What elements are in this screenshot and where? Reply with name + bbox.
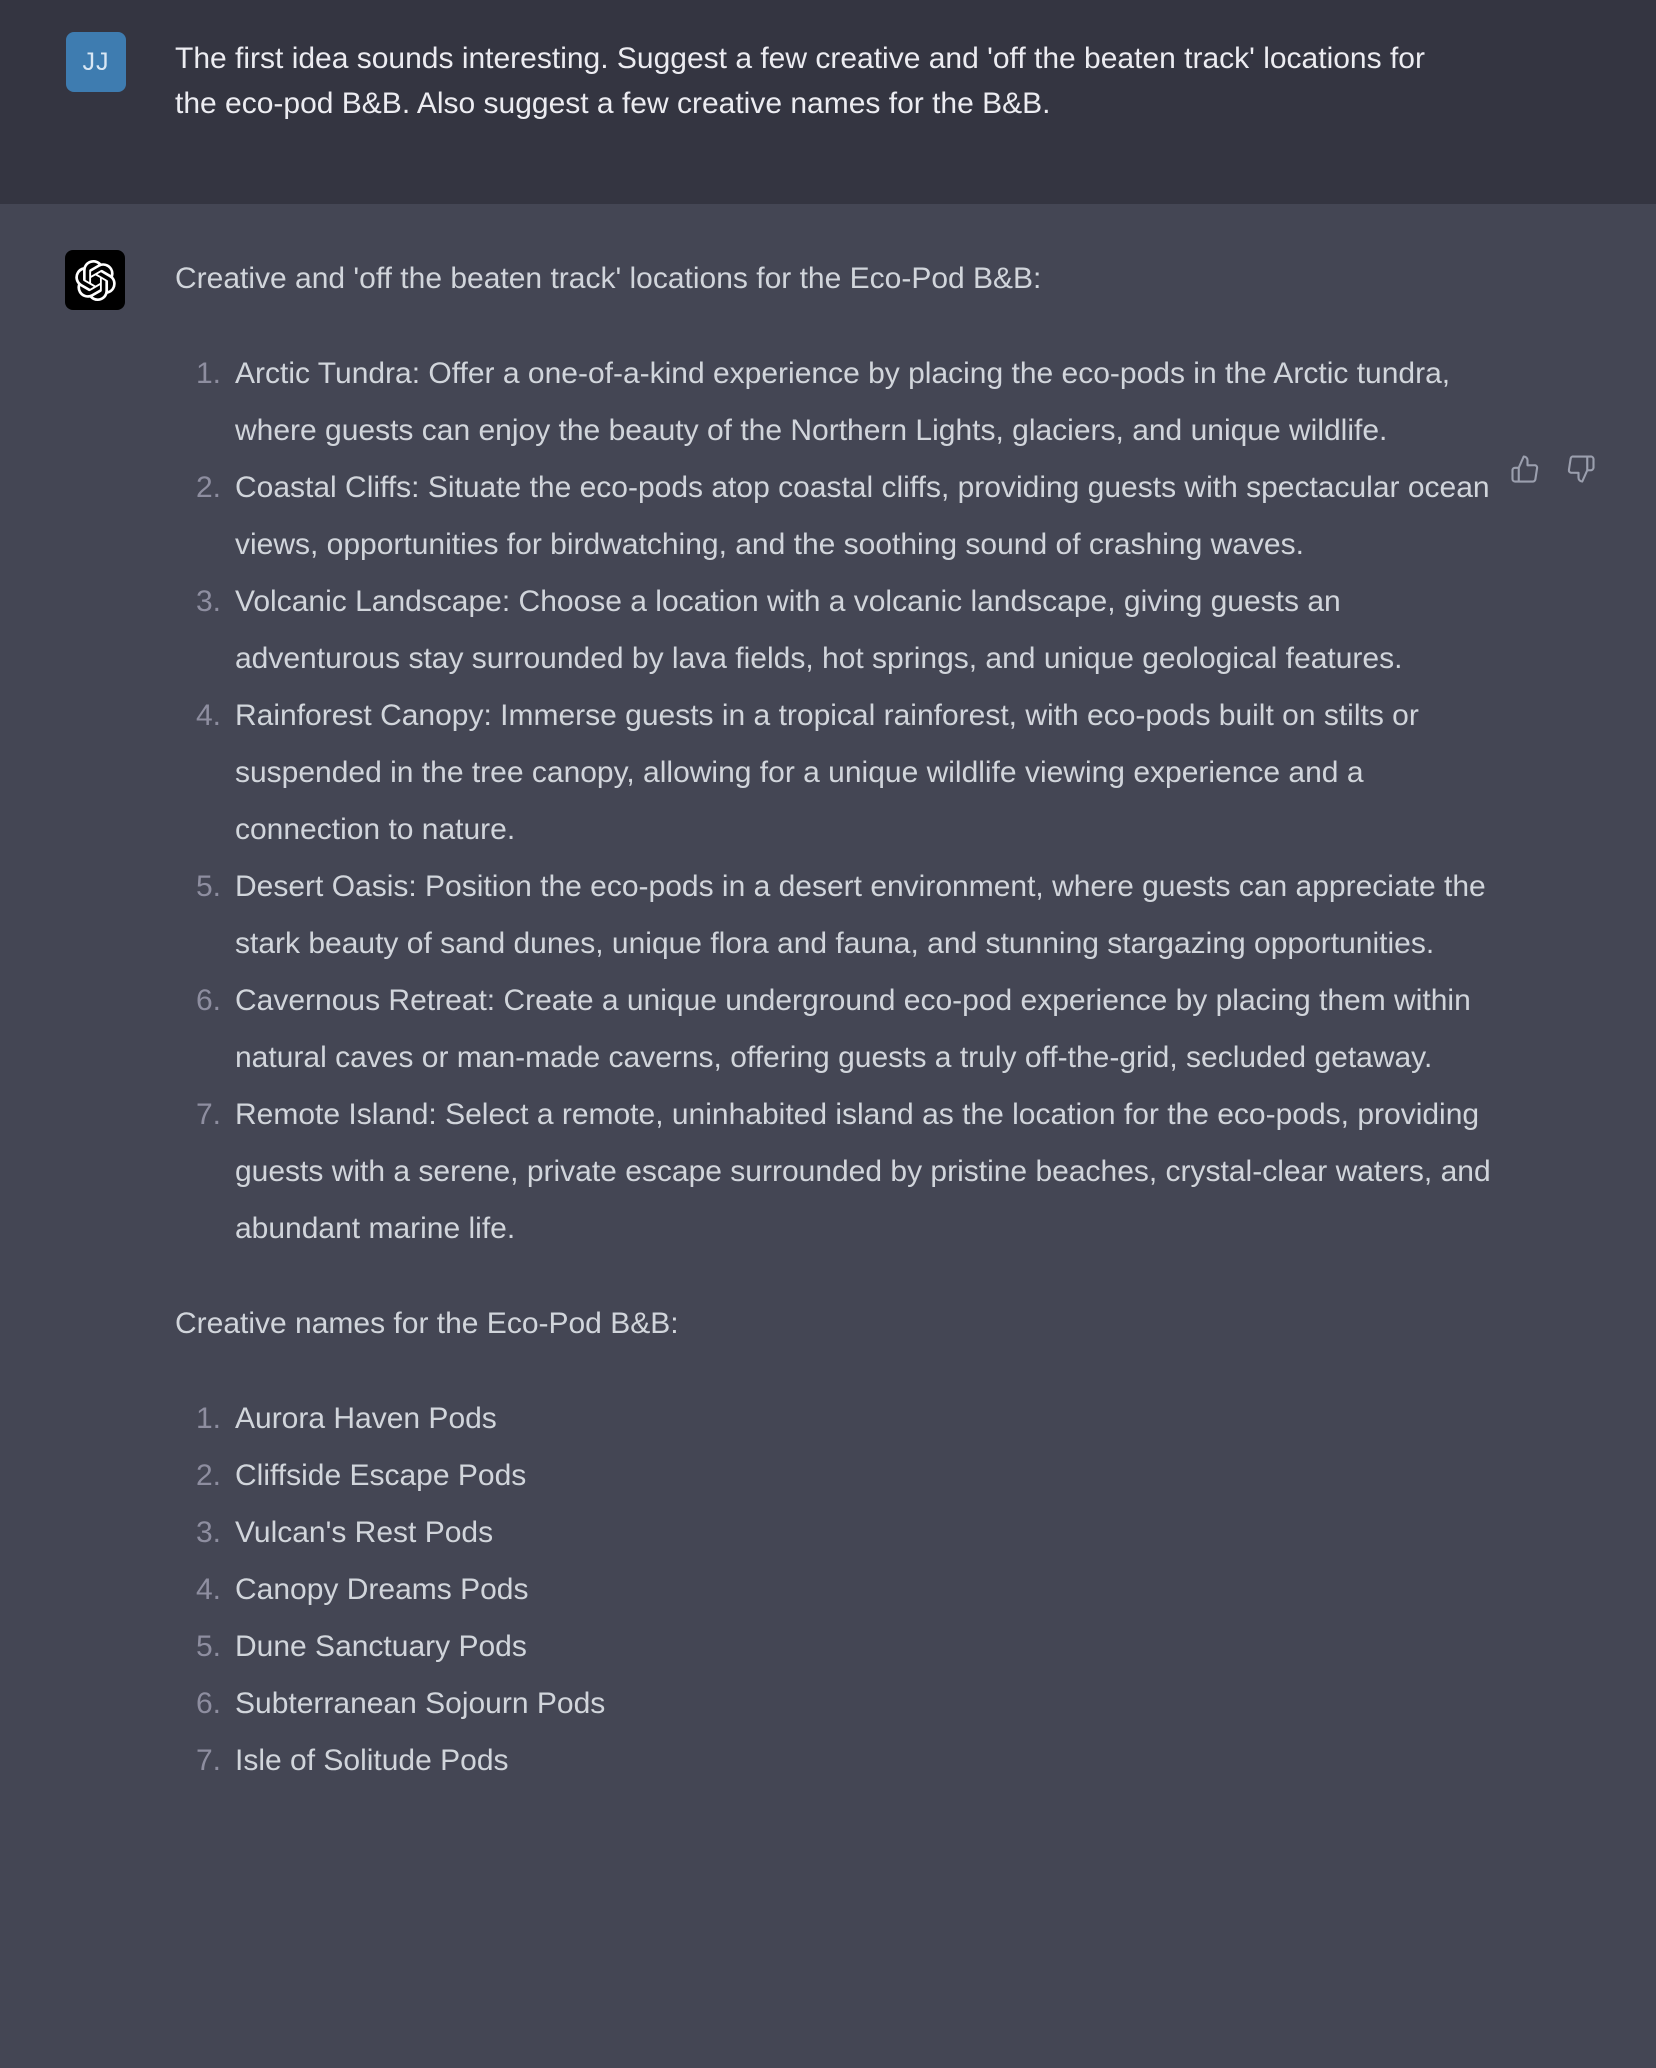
user-message-text: The first idea sounds interesting. Suggest a few creative and 'off the beaten track' locations for the eco-pod B&B. Also suggest a few creative names for the B&B. [175,42,1425,120]
user-avatar [66,32,126,92]
list-item-text: Isle of Solitude Pods [235,1744,509,1777]
list-item [175,1732,1497,1789]
list-item-text: Cavernous Retreat: Create a unique underground eco-pod experience by placing them within natural caves or man-made caverns, offering guests a truly off-the-grid, secluded getaway. [235,984,1471,1074]
list-item [175,459,1497,573]
thumbs-up-icon [1510,454,1540,484]
user-avatar-initials: JJ [82,47,110,76]
list-item [175,1675,1497,1732]
list-item-text: Cliffside Escape Pods [235,1459,527,1492]
list-item [175,972,1497,1086]
thumbs-down-button[interactable] [1566,454,1596,484]
list-item [175,1086,1497,1257]
list-item-text: Rainforest Canopy: Immerse guests in a tropical rainforest, with eco-pods built on stilts or suspended in the tree canopy, allowing for a unique wildlife viewing experience and a connection to nature. [235,699,1419,846]
assistant-avatar [65,250,125,310]
list-item-text: Aurora Haven Pods [235,1402,497,1435]
list-item-text: Canopy Dreams Pods [235,1573,529,1606]
list-item-text: Subterranean Sojourn Pods [235,1687,606,1720]
names-list [175,1390,1497,1789]
list-item-text: Dune Sanctuary Pods [235,1630,527,1663]
list-item-text: Coastal Cliffs: Situate the eco-pods atop coastal cliffs, providing guests with spectacular ocean views, opportunities for birdwatching, and the soothing sound of crashing waves. [235,471,1490,561]
names-heading: Creative names for the Eco-Pod B&B: [175,1307,679,1340]
assistant-message-row [0,204,1656,2068]
list-item [175,1561,1497,1618]
list-item [175,1447,1497,1504]
list-item [175,687,1497,858]
thumbs-up-button[interactable] [1510,454,1540,484]
list-item-text: Remote Island: Select a remote, uninhabited island as the location for the eco-pods, providing guests with a serene, private escape surrounded by pristine beaches, crystal-clear waters, and abundant marine life. [235,1098,1491,1245]
list-item [175,858,1497,972]
list-item [175,345,1497,459]
list-item [175,1390,1497,1447]
list-item-text: Vulcan's Rest Pods [235,1516,494,1549]
message-actions [1510,454,1596,484]
list-item [175,1618,1497,1675]
assistant-intro-text: Creative and 'off the beaten track' locations for the Eco-Pod B&B: [175,262,1042,295]
list-item [175,573,1497,687]
list-item-text: Volcanic Landscape: Choose a location with a volcanic landscape, giving guests an adventurous stay surrounded by lava fields, hot springs, and unique geological features. [235,585,1403,675]
list-item-text: Arctic Tundra: Offer a one-of-a-kind experience by placing the eco-pods in the Arctic tundra, where guests can enjoy the beauty of the Northern Lights, glaciers, and unique wildlife. [235,357,1451,447]
assistant-message-body [175,250,1497,1815]
user-message-row [0,0,1656,204]
openai-logo-icon [75,260,116,301]
locations-list [175,345,1497,1257]
thumbs-down-icon [1566,454,1596,484]
list-item-text: Desert Oasis: Position the eco-pods in a desert environment, where guests can appreciate the stark beauty of sand dunes, unique flora and fauna, and stunning stargazing opportunities. [235,870,1486,960]
list-item [175,1504,1497,1561]
